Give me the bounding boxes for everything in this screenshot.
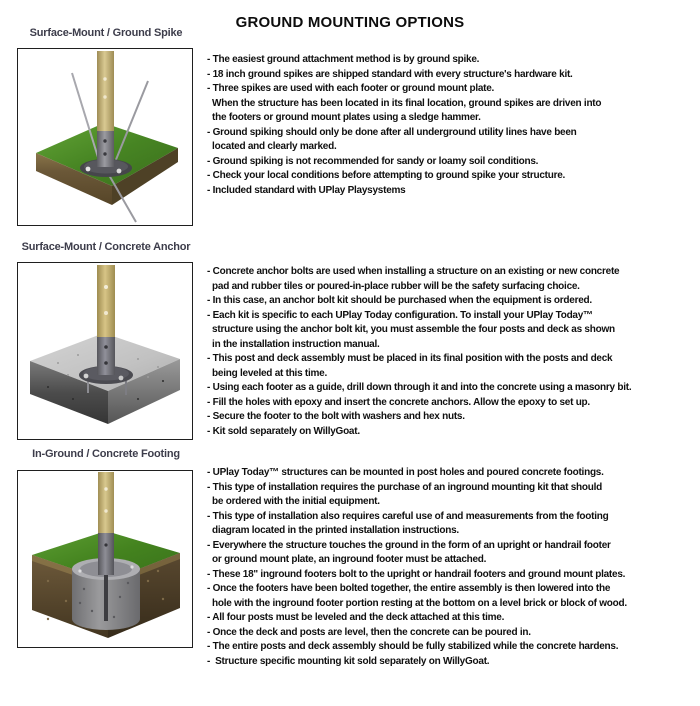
text-line: - Kit sold separately on WillyGoat. xyxy=(207,425,360,437)
ground-spike-illustration xyxy=(18,49,192,225)
plate-hole xyxy=(86,167,91,172)
text-line: diagram located in the printed installation instructions. xyxy=(207,525,459,536)
text-line: - Ground spiking should only be done after all underground utility lines have been xyxy=(207,126,577,138)
post-hole xyxy=(104,285,108,289)
plate-hole xyxy=(119,376,124,381)
text-line: - This type of installation requires the purchase of an inground mounting kit that should xyxy=(207,481,602,493)
text-line: in the installation instruction manual. xyxy=(207,338,380,350)
ring-bolt xyxy=(78,569,81,572)
post xyxy=(97,51,114,131)
sleeve-hole xyxy=(103,152,106,155)
text-line: - Fill the holes with epoxy and insert the concrete anchors. Allow the epoxy to set up. xyxy=(207,396,590,408)
section-header-ground-spike: Surface-Mount / Ground Spike xyxy=(29,27,183,39)
post-hole xyxy=(104,487,107,490)
footer-sleeve xyxy=(98,533,114,575)
text-line: - Included standard with UPlay Playsystems xyxy=(207,184,406,196)
text-line: - These 18" inground footers bolt to the upright or handrail footers and ground mount plates. xyxy=(207,568,626,580)
text-line: - Ground spiking is not recommended for sandy or loamy soil conditions. xyxy=(207,155,539,167)
post-hole xyxy=(104,311,108,315)
text-line: - In this case, an anchor bolt kit should be purchased when the equipment is ordered. xyxy=(207,295,592,306)
footer-sleeve xyxy=(97,337,115,375)
text-line: or ground mount plate, an inground footer must be attached. xyxy=(207,554,487,565)
illustration-box-concrete-footing xyxy=(17,470,193,648)
text-line: - Each kit is specific to each UPlay Today configuration. To install your UPlay Today™ xyxy=(207,309,593,321)
plate-hole xyxy=(117,169,122,174)
text-line: When the structure has been located in its final location, ground spikes are driven into xyxy=(207,97,602,109)
plate-hole xyxy=(84,374,89,379)
text-line: the footers or ground mount plates using a sledge hammer. xyxy=(207,112,481,123)
illustration-box-ground-spike xyxy=(17,48,193,226)
ring-bolt xyxy=(130,565,133,568)
text-line: - Once the footers have been bolted together, the entire assembly is then lowered into the xyxy=(207,583,611,594)
embedded-rod xyxy=(104,575,108,621)
text-line: pad and rubber tiles or poured-in-place rubber will be the safety surfacing choice. xyxy=(207,280,580,292)
text-line: - 18 inch ground spikes are shipped standard with every structure's hardware kit. xyxy=(207,68,573,80)
text-line: - Using each footer as a guide, drill down through it and into the concrete using a masonry bit. xyxy=(207,382,632,393)
text-line: - Three spikes are used with each footer or ground mount plate. xyxy=(207,83,495,94)
text-line: - Secure the footer to the bolt with washers and hex nuts. xyxy=(207,411,465,422)
text-line: - Concrete anchor bolts are used when installing a structure on an existing or new concrete xyxy=(207,266,620,277)
post-hole xyxy=(104,509,107,512)
footer-sleeve xyxy=(97,131,114,167)
concrete-footing-illustration xyxy=(18,471,192,647)
section-header-concrete-anchor: Surface-Mount / Concrete Anchor xyxy=(21,241,191,253)
text-line: - This type of installation also requires careful use of and measurements from the footing xyxy=(207,510,609,522)
section-text-concrete-anchor xyxy=(207,265,700,439)
text-line: - Everywhere the structure touches the ground in the form of an upright or handrail footer xyxy=(207,539,611,551)
post-hole xyxy=(103,95,106,98)
text-line: - Check your local conditions before attempting to ground spike your structure. xyxy=(207,170,566,181)
post xyxy=(97,265,115,337)
concrete-anchor-illustration xyxy=(18,263,192,439)
text-line: located and clearly marked. xyxy=(207,141,337,152)
text-line: - Once the deck and posts are level, then the concrete can be poured in. xyxy=(207,626,531,638)
post-hole xyxy=(103,77,106,80)
sleeve-hole xyxy=(104,543,107,546)
text-line: being leveled at this time. xyxy=(207,367,328,379)
section-header-concrete-footing: In-Ground / Concrete Footing xyxy=(32,448,180,460)
section-text-concrete-footing xyxy=(207,466,700,669)
text-line: - This post and deck assembly must be placed in its final position with the posts and deck xyxy=(207,353,613,364)
page-title: GROUND MOUNTING OPTIONS xyxy=(235,14,465,32)
sleeve-hole xyxy=(104,361,108,365)
text-line: hole with the inground footer portion resting at the bottom on a level brick or block of wood. xyxy=(207,597,627,609)
text-line: structure using the anchor bolt kit, you must assemble the four posts and deck as shown xyxy=(207,324,615,335)
text-line: - All four posts must be leveled and the deck attached at this time. xyxy=(207,612,505,623)
sleeve-hole xyxy=(103,139,106,142)
post xyxy=(98,472,114,533)
text-line: - UPlay Today™ structures can be mounted in post holes and poured concrete footings. xyxy=(207,467,604,478)
text-line: - The easiest ground attachment method is by ground spike. xyxy=(207,54,480,65)
section-text-ground-spike xyxy=(207,53,700,198)
sleeve-hole xyxy=(104,345,108,349)
text-line: - Structure specific mounting kit sold separately on WillyGoat. xyxy=(207,655,490,667)
illustration-box-concrete-anchor xyxy=(17,262,193,440)
text-line: - The entire posts and deck assembly should be fully stabilized while the concrete hardens. xyxy=(207,641,619,652)
text-line: be ordered with the initial equipment. xyxy=(207,496,380,507)
